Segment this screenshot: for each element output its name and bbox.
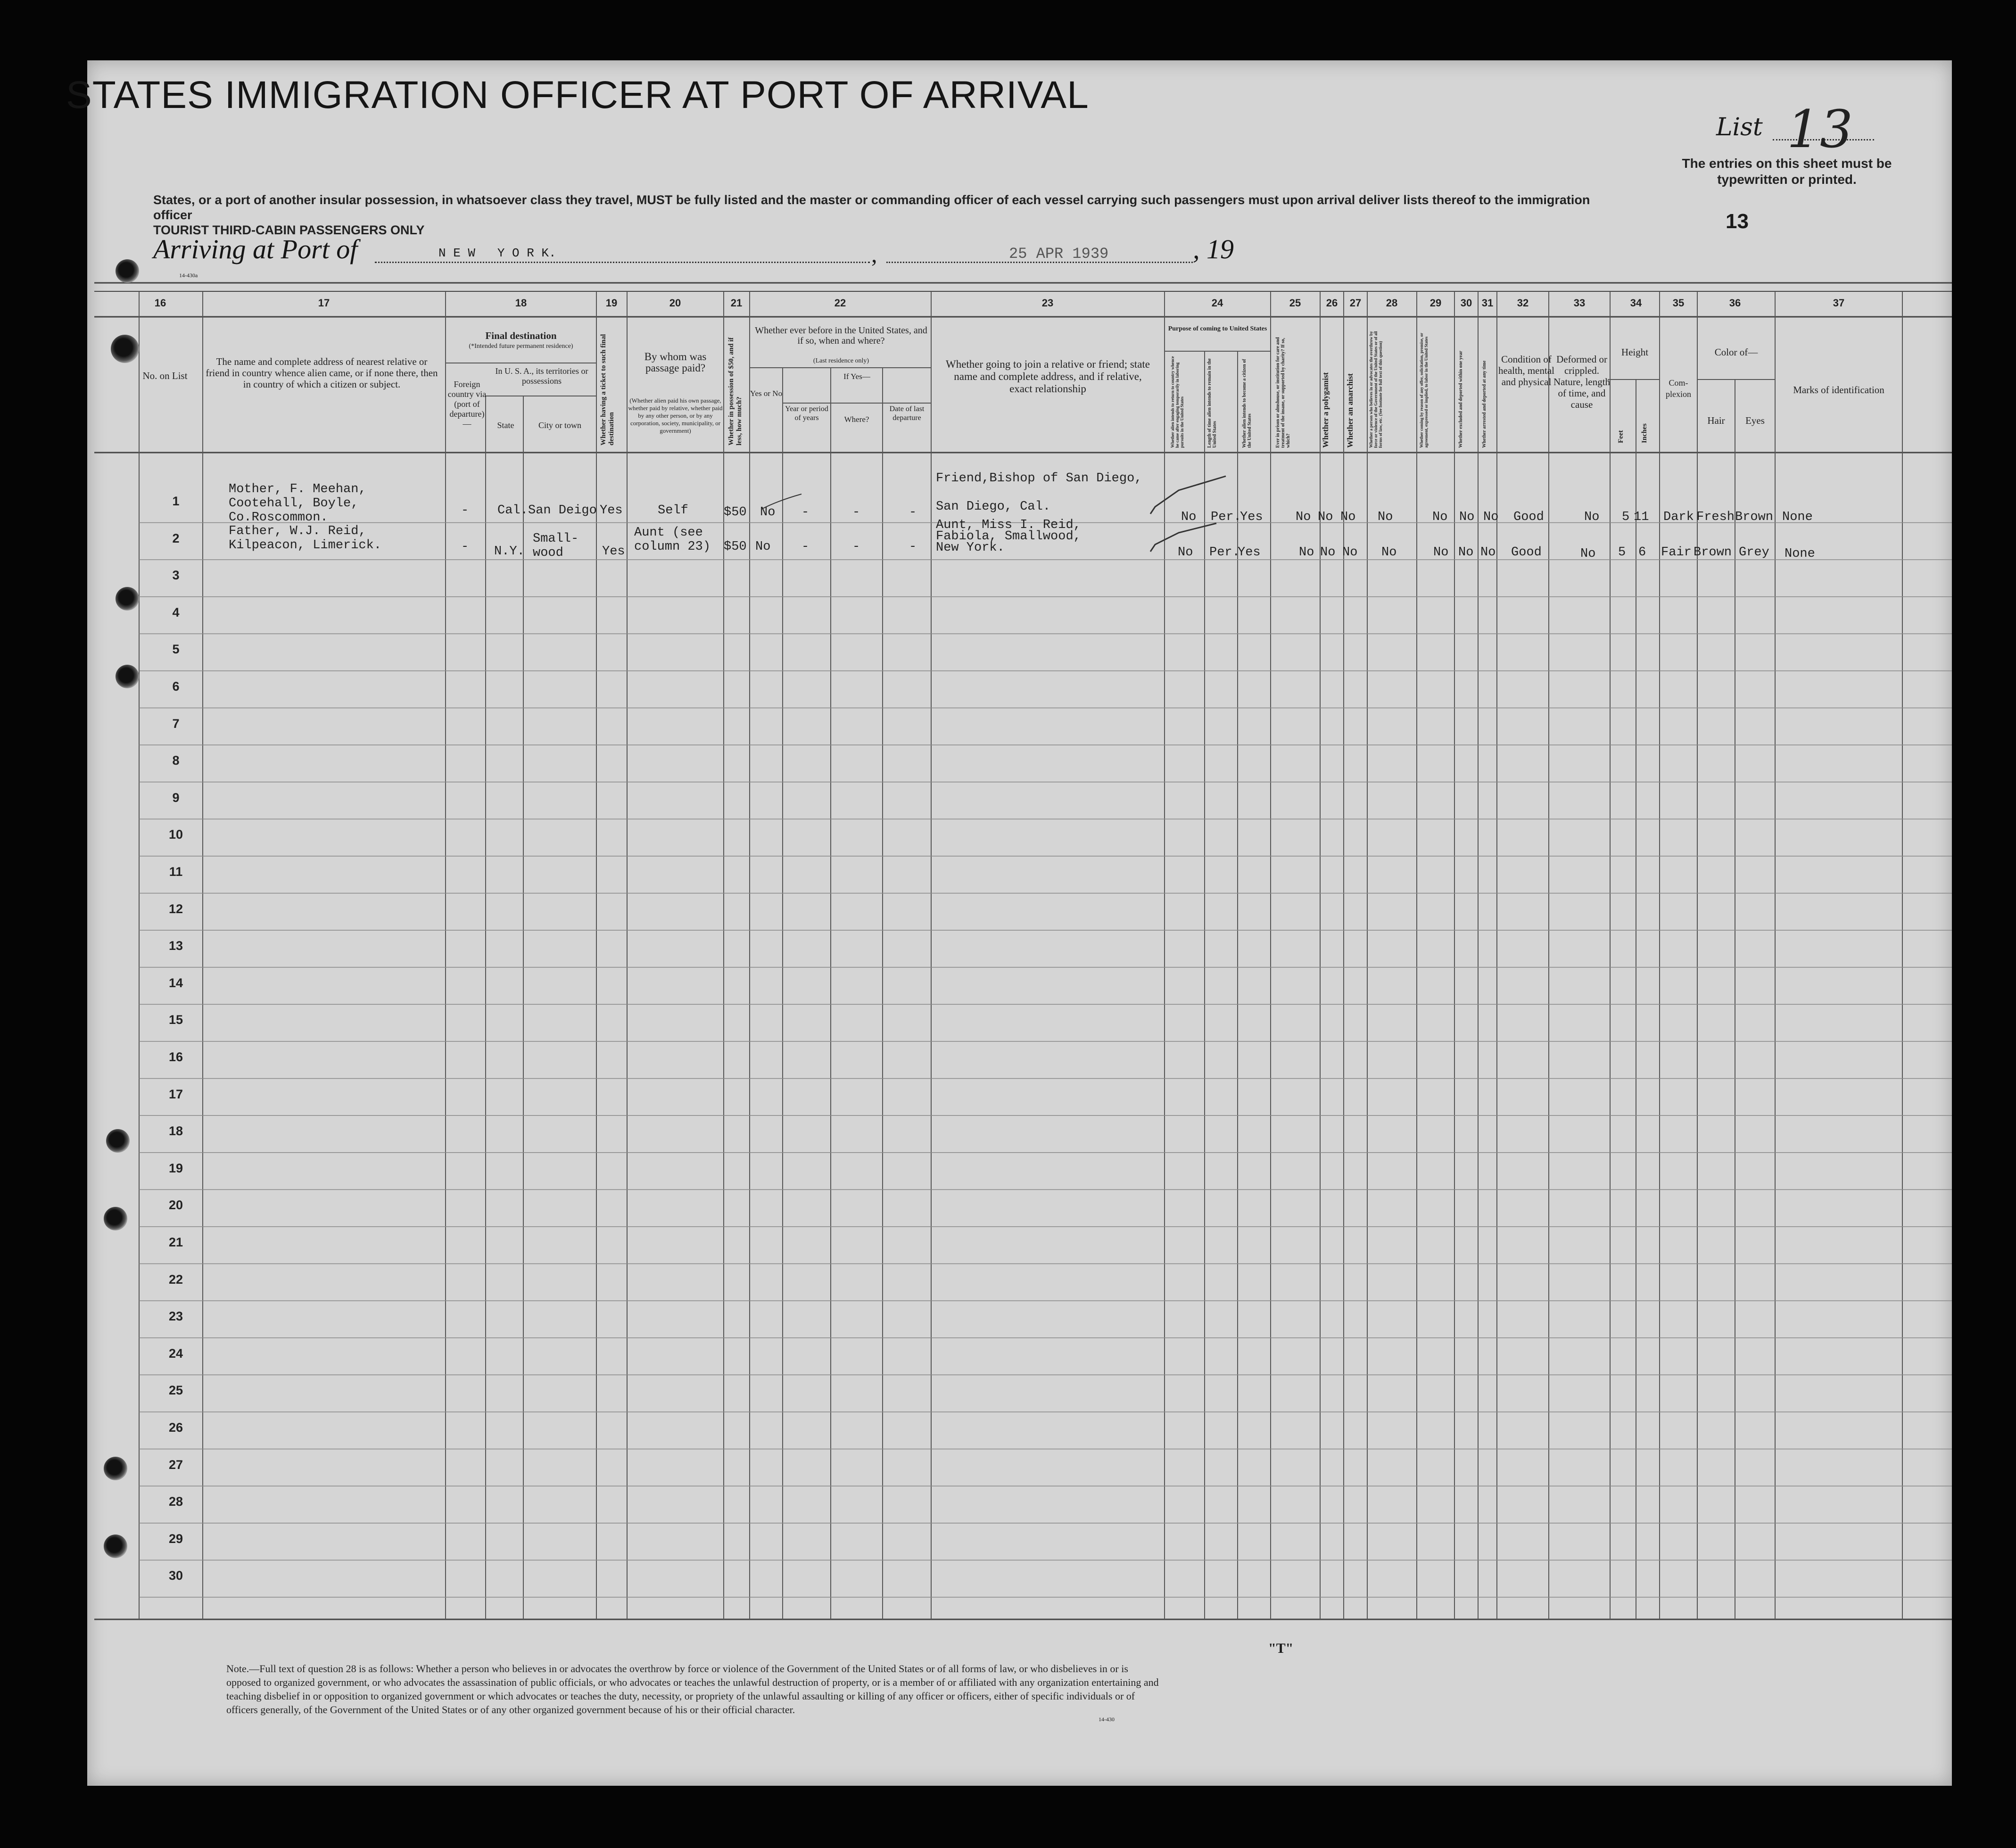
row1-money: $50	[724, 505, 747, 520]
column-number: 34	[1630, 297, 1642, 309]
arriving-label: Arriving at Port of	[153, 234, 358, 264]
row2-paid-by: Aunt (see column 23)	[634, 526, 711, 554]
row-number: 26	[168, 1420, 183, 1435]
punch-hole	[104, 1207, 127, 1230]
col25-header: Ever in prison or almshouse, or institution for care and treatment of the insane, or supported by charity? If so, which?	[1275, 337, 1291, 448]
row2-inches: 6	[1638, 545, 1646, 560]
col18-city: City or town	[538, 421, 581, 430]
row1-eyes: Brown	[1735, 510, 1774, 524]
row1-before: No	[760, 505, 776, 520]
row2-polygamist: No	[1320, 545, 1336, 560]
col22-date: Date of last departure	[889, 405, 925, 422]
row1-feet: 5	[1622, 510, 1630, 524]
punch-hole	[116, 587, 139, 610]
row1-hair: Fresh	[1696, 510, 1735, 524]
row-number: 5	[172, 642, 180, 657]
col31-header: Whether arrested and deported at any time	[1482, 360, 1487, 448]
col34-feet: Feet	[1617, 430, 1625, 443]
column-number: 17	[318, 297, 330, 309]
row-number: 19	[168, 1161, 183, 1175]
col34-inches: Inches	[1641, 423, 1648, 443]
row-number: 20	[168, 1198, 183, 1213]
row2-deported: No	[1480, 545, 1496, 560]
row-number: 21	[168, 1235, 183, 1249]
punch-hole	[104, 1457, 127, 1480]
row-number: 6	[172, 679, 180, 693]
row1-anarchist: No	[1340, 510, 1356, 524]
row2-before: No	[755, 540, 771, 554]
row-number: 30	[168, 1568, 183, 1583]
row2-ticket: Yes	[602, 544, 625, 559]
row1-overthrow: No	[1378, 510, 1393, 524]
row-number: 12	[168, 901, 183, 916]
col16-header: No. on List	[142, 370, 188, 381]
row2-marks: None	[1785, 547, 1815, 561]
row-number: 9	[172, 790, 180, 805]
col22-years: Year or period of years	[785, 405, 828, 422]
column-number: 22	[834, 297, 846, 309]
col18-title: Final destination	[485, 330, 557, 341]
col26-header: Whether a polygamist	[1321, 372, 1330, 448]
column-number: 31	[1481, 297, 1494, 309]
date-stamp: 25 APR 1939	[1009, 245, 1109, 263]
col20-title: By whom was passage paid?	[644, 351, 707, 374]
row-number: 10	[168, 827, 183, 842]
row-number: 18	[168, 1124, 183, 1138]
col30-header: Whether excluded and deported within one year	[1458, 351, 1463, 448]
col37-header: Marks of identification	[1793, 384, 1884, 396]
row-number: 2	[172, 531, 180, 545]
row1-prison: No	[1296, 510, 1311, 524]
row2-eyes: Grey	[1739, 545, 1769, 560]
column-number: 24	[1211, 297, 1223, 309]
row1-city: San Deigo	[528, 503, 597, 518]
row-number: 25	[168, 1383, 183, 1398]
row-number: 8	[172, 753, 180, 768]
row1-polygamist: No	[1318, 510, 1333, 524]
row1-relative: Mother, F. Meehan, Cootehall, Boyle, Co.Roscommon.	[229, 482, 366, 525]
punch-hole	[116, 259, 139, 283]
row2-hair: Brown	[1694, 545, 1732, 560]
row-number: 28	[168, 1494, 183, 1509]
row2-city: Small- wood	[533, 532, 579, 560]
footnote-mark: "T"	[1268, 1641, 1294, 1656]
row1-where: -	[852, 505, 860, 520]
sheet-number: 13	[1726, 210, 1749, 233]
punch-hole	[111, 335, 139, 363]
column-number: 27	[1349, 297, 1362, 309]
year-prefix: , 19	[1193, 234, 1234, 264]
col18-state: State	[497, 421, 514, 430]
subtitle-text: States, or a port of another insular possession, in whatsoever class they travel, MUST be fully listed and the master or commanding officer of each vessel carrying such passengers must upon arrival deliver lists thereof to the immigration officer	[153, 193, 1590, 222]
col35-header: Complexion	[1666, 378, 1691, 399]
row1-labor: No	[1432, 510, 1448, 524]
col22-where: Where?	[844, 415, 869, 424]
row2-deformed: No	[1580, 547, 1596, 561]
row1-return: No	[1181, 510, 1197, 524]
col19-header: Whether having a ticket to such final destination	[600, 334, 615, 446]
column-number: 21	[730, 297, 743, 309]
row2-citizen: Yes	[1238, 545, 1261, 560]
column-number: 25	[1289, 297, 1301, 309]
row2-anarchist: No	[1342, 545, 1358, 560]
column-number: 30	[1460, 297, 1472, 309]
col33-header: Deformed or crippled. Nature, length of time, and cause	[1553, 354, 1611, 410]
row1-date: -	[909, 505, 917, 520]
col21-header: Whether in possession of $50, and if less, how much?	[727, 337, 743, 446]
row1-joining: Friend,Bishop of San Diego, San Diego, Cal.	[936, 471, 1142, 514]
row2-relative: Father, W.J. Reid, Kilpeacon, Limerick.	[229, 524, 382, 553]
row1-citizen: Yes	[1240, 510, 1263, 524]
column-number: 29	[1429, 297, 1442, 309]
row1-health: Good	[1513, 510, 1544, 524]
row-number: 1	[172, 494, 180, 508]
row-number: 23	[168, 1309, 183, 1324]
col24-c: Whether alien intends to become a citizen of the United States	[1242, 359, 1252, 448]
col36-title: Color of—	[1714, 346, 1758, 358]
col22-yesno: Yes or No	[750, 389, 783, 398]
row2-money: $50	[724, 540, 747, 554]
row-number: 7	[172, 716, 180, 731]
col18-usa: In U. S. A., its territories or possessions	[495, 366, 588, 386]
column-number: 23	[1041, 297, 1054, 309]
row1-inches: 11	[1634, 510, 1649, 524]
col24-a: Whether alien intends to return to country whence he came after engaging temporarily in laboring pursuits in the United States	[1170, 356, 1184, 448]
row-number: 22	[168, 1272, 183, 1287]
column-number: 26	[1326, 297, 1338, 309]
row-number: 24	[168, 1346, 183, 1361]
list-number: 13	[1787, 99, 1853, 159]
column-number: 19	[605, 297, 618, 309]
row2-feet: 5	[1618, 545, 1626, 560]
col24-b: Length of time alien intends to remain in the United States	[1207, 358, 1217, 448]
port-name: N E W Y O R K.	[438, 246, 556, 260]
col22-ifyes: If Yes—	[843, 372, 870, 381]
col28-header: Whether a person who believes in or advocates the overthrow by force or violence of the Government of the United States or of all forms of law, etc. (See footnote for full text of this question)	[1369, 331, 1383, 448]
page-title: STATES IMMIGRATION OFFICER AT PORT OF ARRIVAL	[66, 74, 1089, 116]
footnote: Note.—Full text of question 28 is as follows: Whether a person who believes in or advocates the overthrow by force or violence of the Government of the United States or of all forms of law, or who disbelieves in or is opposed to organized government, or who advocates the assassination of public officials, or who advocates or teaches the unlawful destruction of property, or is a member of or affiliated with any organization entertaining and teaching disbelief in or opposition to organized government or which advocates or teaches the duty, necessity, or propriety of the unlawful assaulting or killing of any officer or officers, either of specific individuals or of officers generally, of the Government of the United States or of any other organized government because of his or their official character.	[226, 1663, 1159, 1716]
row1-deported: No	[1483, 510, 1499, 524]
punch-hole	[106, 1129, 130, 1153]
col22-title: Whether ever before in the United States, and if so, when and where?	[755, 325, 927, 346]
col32-header: Condition of health, mental and physical	[1498, 354, 1554, 388]
row1-state: Cal.	[497, 503, 528, 518]
col18-foreign: Foreign country via (port of departure)—	[447, 380, 487, 429]
row1-excluded: No	[1459, 510, 1475, 524]
row-number: 15	[168, 1013, 183, 1027]
row2-where: -	[852, 540, 860, 554]
column-number: 33	[1573, 297, 1586, 309]
row-number: 29	[168, 1531, 183, 1546]
col27-header: Whether an anarchist	[1346, 373, 1355, 448]
row2-health: Good	[1511, 545, 1542, 560]
col24-title: Purpose of coming to United States	[1168, 325, 1267, 332]
col17-header: The name and complete address of nearest relative or friend in country whence alien came, or if none there, then in country of which a citizen or subject.	[206, 356, 438, 390]
row1-deformed: No	[1584, 510, 1600, 524]
footnote-form-code: 14-430	[1099, 1716, 1115, 1723]
row-number: 3	[172, 568, 180, 583]
form-code: 14-430a	[179, 272, 198, 279]
column-number: 20	[669, 297, 681, 309]
column-number: 36	[1729, 297, 1741, 309]
row2-return: No	[1178, 545, 1193, 560]
row2-state: N.Y.	[494, 544, 525, 559]
row1-years: -	[801, 505, 810, 520]
row-number: 4	[172, 605, 180, 619]
col29-header: Whether coming by reason of any offer, solicitation, promise, or agreement, expressed or implied, to labor in the United States	[1419, 333, 1429, 448]
entries-note: The entries on this sheet must be typewritten or printed.	[1682, 156, 1892, 187]
comma: ,	[871, 241, 877, 267]
row2-prison: No	[1299, 545, 1314, 560]
col22-note: (Last residence only)	[813, 357, 869, 364]
column-number: 35	[1672, 297, 1685, 309]
row1-ticket: Yes	[600, 503, 623, 518]
punch-hole	[116, 665, 139, 688]
col18-note: (*Intended future permanent residence)	[469, 343, 573, 350]
row2-excluded: No	[1458, 545, 1474, 560]
row-number: 14	[168, 975, 183, 990]
row2-date: -	[909, 540, 917, 554]
column-number: 37	[1833, 297, 1845, 309]
column-number: 28	[1386, 297, 1398, 309]
column-number: 16	[154, 297, 166, 309]
row-number: 13	[168, 939, 183, 953]
col20-note: (Whether alien paid his own passage, whether paid by relative, whether paid by any other person, or by any corporation, society, municipality, or government)	[628, 397, 723, 434]
row-number: 16	[168, 1050, 183, 1064]
row2-complexion: Fair	[1661, 545, 1692, 560]
row1-marks: None	[1782, 510, 1813, 524]
row-number: 11	[169, 865, 183, 879]
row2-labor: No	[1433, 545, 1449, 560]
punch-hole	[104, 1534, 127, 1558]
class-note: TOURIST THIRD-CABIN PASSENGERS ONLY	[153, 223, 425, 237]
row1-foreign: -	[461, 503, 469, 518]
list-label: List	[1716, 113, 1763, 141]
year-prefix-value: 19	[1206, 234, 1234, 264]
column-number: 32	[1517, 297, 1529, 309]
row-number: 17	[168, 1087, 183, 1101]
row2-years: -	[801, 540, 810, 554]
row-number: 27	[168, 1457, 183, 1472]
column-number: 18	[515, 297, 527, 309]
row2-foreign: -	[461, 540, 469, 554]
row2-overthrow: No	[1381, 545, 1397, 560]
col34-title: Height	[1621, 346, 1649, 358]
col36-eyes: Eyes	[1745, 415, 1765, 426]
col23-header: Whether going to join a relative or friend; state name and complete address, and if relative, exact relationship	[945, 358, 1150, 395]
row2-joining: Aunt, Miss I. Reid, Fabiola, Smallwood, New York.	[936, 518, 1081, 555]
col36-hair: Hair	[1707, 415, 1725, 426]
row1-length: Per.	[1211, 510, 1241, 524]
row1-complexion: Dark	[1663, 510, 1694, 524]
row1-paid-by: Self	[658, 503, 688, 518]
row2-length: Per.	[1209, 545, 1240, 560]
